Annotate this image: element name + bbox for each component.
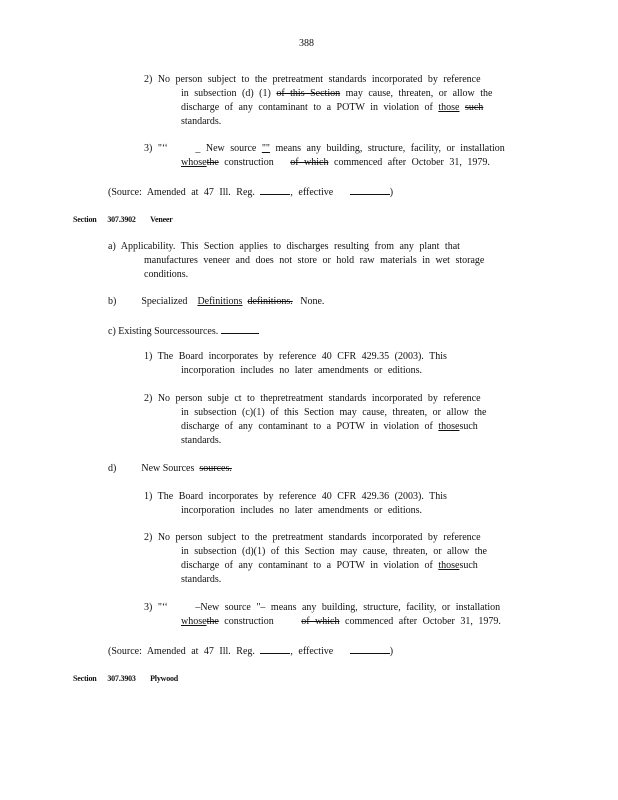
text: means any building, structure, facility, or installation [270,602,501,613]
block1-item3-line2 [181,157,490,169]
applicability-line1: a) Applicability. This Section applies to discharges resulting from any plant that [108,241,460,252]
existing-item2-line2: in subsection (c)(1) of this Section may cause, threaten, or allow the [181,407,487,418]
existing-item2-line3 [181,421,478,433]
inserted-text: those [438,560,460,571]
text: New Sources [141,463,195,474]
blank-line [350,185,390,195]
inserted-text: those [438,102,460,113]
struck-text: such [459,421,478,432]
new-item2-line3 [181,560,478,572]
struck-text: the [206,157,219,168]
specialized-definitions [108,296,324,308]
text: d) [108,463,117,474]
text: construction [224,157,274,168]
text: None. [300,296,325,307]
new-item2-line1: 2) No person subject to the pretreatment standards incorporated by reference [144,532,481,543]
section-heading-veneer [73,214,173,226]
applicability-line2: manufactures veneer and does not store or hold raw materials in wet storage [144,255,485,266]
struck-text: sources. [199,463,232,474]
text: in subsection (d) (1) [181,88,271,99]
text: construction [224,616,274,627]
text: 3) "‘‘ [144,602,168,613]
source-note-2 [108,644,393,658]
section-title: Veneer [150,215,173,224]
inserted-text: those [438,421,460,432]
blank-line [260,644,290,654]
text: _ New source [195,143,257,154]
existing-sources-heading [108,324,259,338]
text: such [459,560,478,571]
text: (Source: Amended at 47 Ill. Reg. [108,187,255,198]
new-item2-line4: standards. [181,574,222,585]
text: discharge of any contaminant to a POTW in violation of [181,102,433,113]
section-heading-plywood [73,673,178,685]
existing-item1-line1: 1) The Board incorporates by reference 40 CFR 429.35 (2003). This [144,351,447,362]
block1-item2-line2 [181,88,493,100]
existing-item2-line4: standards. [181,435,222,446]
struck-text: the [206,616,219,627]
text: (Source: Amended at 47 Ill. Reg. [108,646,255,657]
text: commenced after October 31, 1979. [334,157,490,168]
new-item2-line2: in subsection (d)(1) of this Section may cause, threaten, or allow the [181,546,487,557]
struck-text: of this Section [276,88,341,99]
struck-text: such [464,102,484,113]
blank-line [221,324,259,334]
text: discharge of any contaminant to a POTW in violation of [181,560,433,571]
new-sources-heading [108,463,232,475]
block1-item2-line1: 2) No person subject to the pretreatment standards incorporated by reference [144,74,481,85]
source-note-1 [108,185,393,199]
new-item1-line1: 1) The Board incorporates by reference 40 CFR 429.36 (2003). This [144,491,447,502]
text: discharge of any contaminant to a POTW in violation of [181,421,433,432]
section-number: 307.3902 [107,215,136,224]
section-word: Section [73,674,97,683]
text: ) [389,187,394,198]
blank-line [260,185,290,195]
text: , effective [290,187,334,198]
text: 3) "‘‘ [144,143,168,154]
inserted-text: whose [181,157,207,168]
existing-item1-line2: incorporation includes no later amendments or editions. [181,365,422,376]
block1-item2-line3 [181,102,483,114]
text: b) [108,296,117,307]
section-word: Section [73,215,97,224]
text: commenced after October 31, 1979. [345,616,501,627]
text: , effective [290,646,334,657]
new-item1-line2: incorporation includes no later amendments or editions. [181,505,422,516]
struck-text: of which [290,157,329,168]
existing-item2-line1: 2) No person subje ct to thepretreatment standards incorporated by reference [144,393,481,404]
text: ) [389,646,394,657]
inserted-text: Definitions [197,296,243,307]
text: means any building, structure, facility, or installation [275,143,505,154]
text: c) Existing Sourcessources. [108,326,219,337]
section-title: Plywood [150,674,179,683]
new-item3-line2 [181,616,501,628]
text: –New source [195,602,251,613]
applicability-line3: conditions. [144,269,189,280]
struck-text: definitions. [247,296,293,307]
text: may cause, threaten, or allow the [345,88,493,99]
blank-line [350,644,390,654]
text: "– [256,602,266,613]
section-number: 307.3903 [107,674,136,683]
block1-item2-line4: standards. [181,116,222,127]
inserted-text: "" [261,143,270,154]
struck-text: of which [301,616,340,627]
inserted-text: whose [181,616,207,627]
block1-item3-line1 [144,143,505,155]
new-item3-line1 [144,602,500,614]
page-number: 388 [299,38,314,49]
text: Specialized [141,296,188,307]
